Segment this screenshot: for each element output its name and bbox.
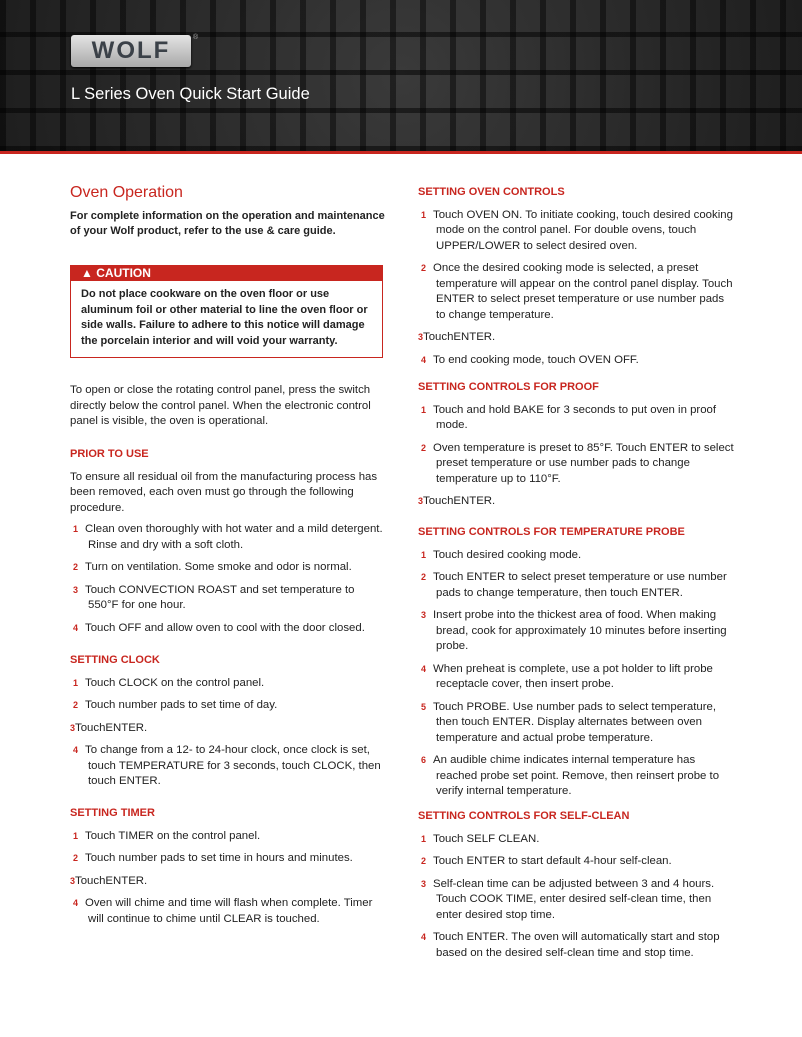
step-text: Touch ENTER to start default 4-hour self-clean. xyxy=(433,855,672,867)
step-number: 1 xyxy=(421,549,427,560)
step-text: Touch OVEN ON. To initiate cooking, touch desired cooking mode on the control panel. For double ovens, touch UPPER/LOWER to select desired oven. xyxy=(433,208,733,252)
step-number: 4 xyxy=(73,745,79,755)
section-heading: SETTING CONTROLS FOR SELF-CLEAN xyxy=(418,810,630,822)
document-title: L Series Oven Quick Start Guide xyxy=(71,85,310,103)
step-text: TouchENTER. xyxy=(423,495,496,507)
step-text: Turn on ventilation. Some smoke and odor is normal. xyxy=(85,561,352,573)
panel-text-section xyxy=(70,383,386,430)
list-item xyxy=(418,570,734,601)
list-item xyxy=(418,208,734,255)
step-text: Clean oven thoroughly with hot water and a mild detergent. Rinse and dry with a soft cloth. xyxy=(85,523,383,551)
step-text: When preheat is complete, use a pot holder to lift probe receptacle cover, then insert probe. xyxy=(433,662,713,690)
step-number: 5 xyxy=(421,701,427,712)
section-heading: PRIOR TO USE xyxy=(70,448,149,460)
step-number: 1 xyxy=(73,677,79,688)
list-item xyxy=(418,700,734,747)
list-item xyxy=(418,353,734,369)
list-item xyxy=(70,560,386,576)
step-number: 2 xyxy=(421,442,427,453)
setting-oven-controls-section xyxy=(418,185,734,375)
step-text: Touch and hold BAKE for 3 seconds to put oven in proof mode. xyxy=(433,403,717,431)
step-number: 3 xyxy=(418,332,424,342)
step-text: Oven temperature is preset to 85°F. Touch ENTER to select preset temperature or use number pads to change temperature up to 110°F. xyxy=(433,441,734,485)
step-number: 1 xyxy=(421,404,427,415)
step-number: 2 xyxy=(421,856,427,866)
step-number: 2 xyxy=(421,263,427,273)
step-text: Touch OFF and allow oven to cool with the door closed. xyxy=(85,621,365,634)
list-item xyxy=(418,548,734,564)
section-heading: SETTING OVEN CONTROLS xyxy=(418,186,565,198)
list-item xyxy=(70,522,386,553)
step-text: TouchENTER. xyxy=(75,721,148,734)
step-number: 2 xyxy=(73,853,79,863)
header-divider xyxy=(0,151,802,154)
step-text: Touch number pads to set time of day. xyxy=(85,699,278,711)
list-item xyxy=(70,851,386,867)
section-heading: SETTING TIMER xyxy=(70,807,155,819)
section-heading: Oven Operation xyxy=(70,184,183,201)
list-item xyxy=(70,721,386,737)
list-item xyxy=(418,854,734,870)
step-text: An audible chime indicates internal temperature has reached probe set point. Remove, then reinsert probe to verify internal temperature. xyxy=(433,754,720,797)
list-item xyxy=(418,403,734,434)
section-heading: SETTING CLOCK xyxy=(70,654,160,666)
step-text: Touch CONVECTION ROAST and set temperature to 550°F for one hour. xyxy=(85,583,355,611)
intro-text: For complete information on the operation and maintenance of your Wolf product, refer to the use & care guide. xyxy=(70,209,385,237)
step-number: 4 xyxy=(73,898,79,908)
step-number: 1 xyxy=(73,830,79,841)
list-item xyxy=(70,621,386,637)
step-number: 1 xyxy=(73,524,79,534)
panel-text: To open or close the rotating control panel, press the switch directly below the control panel. When the electronic control panel is visible, the oven is operational. xyxy=(70,384,371,427)
step-number: 4 xyxy=(421,663,427,674)
section-text: To ensure all residual oil from the manufacturing process has been removed, each oven must go through the following procedure. xyxy=(70,470,378,514)
list-item xyxy=(70,676,386,692)
step-number: 1 xyxy=(421,209,427,220)
list-item xyxy=(418,441,734,488)
registered-mark: ® xyxy=(193,34,199,41)
list-item xyxy=(70,583,386,614)
step-text: Touch ENTER. The oven will automatically start and stop based on the desired self-clean time and stop time. xyxy=(433,931,720,959)
step-number: 6 xyxy=(421,755,427,765)
step-number: 4 xyxy=(421,932,427,942)
warning-icon: ▲ xyxy=(81,266,93,280)
list-item xyxy=(418,608,734,655)
list-item xyxy=(418,261,734,323)
step-text: Insert probe into the thickest area of food. When making bread, cook for approximately 10 minutes before inserting probe. xyxy=(433,609,727,652)
step-text: Once the desired cooking mode is selected, a preset temperature will appear on the control panel display. Touch ENTER to select preset temperature or use number pads to change temperature. xyxy=(433,262,733,321)
step-number: 3 xyxy=(70,875,76,886)
temperature-probe-section xyxy=(418,525,734,807)
step-text: Touch number pads to set time in hours and minutes. xyxy=(85,852,353,864)
setting-timer-section xyxy=(70,806,386,934)
list-item xyxy=(418,832,734,848)
oven-operation-section xyxy=(70,185,386,240)
step-number: 4 xyxy=(421,354,427,365)
list-item xyxy=(70,896,386,927)
step-number: 2 xyxy=(421,572,427,582)
list-item xyxy=(70,698,386,714)
step-text: Oven will chime and time will flash when complete. Timer will continue to chime until CLEAR is touched. xyxy=(85,897,373,925)
step-text: Touch ENTER to select preset temperature or use number pads to change temperature, then touch ENTER. xyxy=(433,571,727,599)
caution-box xyxy=(70,265,383,358)
list-item xyxy=(418,930,734,961)
caution-text: Do not place cookware on the oven floor or use aluminum foil or other material to line the oven floor or side walls. Failure to adhere to this notice will damage the porcelain interior and will void your warranty. xyxy=(81,288,368,347)
step-number: 1 xyxy=(421,833,427,844)
step-text: To change from a 12- to 24-hour clock, once clock is set, touch TEMPERATURE for 3 seconds, touch CLOCK, then touch ENTER. xyxy=(85,744,381,787)
caution-label: CAUTION xyxy=(96,266,151,280)
list-item xyxy=(70,743,386,790)
self-clean-section xyxy=(418,809,734,968)
section-heading: SETTING CONTROLS FOR TEMPERATURE PROBE xyxy=(418,526,685,538)
proof-section xyxy=(418,380,734,517)
list-item xyxy=(418,330,734,346)
step-number: 3 xyxy=(421,878,427,889)
step-number: 3 xyxy=(421,610,427,620)
step-text: Touch CLOCK on the control panel. xyxy=(85,676,265,689)
prior-to-use-section xyxy=(70,447,386,643)
step-text: TouchENTER. xyxy=(75,874,148,887)
step-number: 4 xyxy=(73,622,79,633)
list-item xyxy=(70,829,386,845)
section-heading: SETTING CONTROLS FOR PROOF xyxy=(418,381,599,393)
step-number: 2 xyxy=(73,700,79,710)
list-item xyxy=(418,662,734,693)
step-text: Touch desired cooking mode. xyxy=(433,548,582,561)
step-text: Self-clean time can be adjusted between 3 and 4 hours. Touch COOK TIME, enter desired self-clean time, then enter desired stop time. xyxy=(433,877,715,921)
logo-text: WOLF xyxy=(91,37,171,64)
step-text: Touch SELF CLEAN. xyxy=(433,832,540,845)
step-number: 3 xyxy=(418,496,424,506)
step-text: Touch PROBE. Use number pads to select temperature, then touch ENTER. Display alternates between oven temperature and actual probe temperature. xyxy=(433,700,717,744)
setting-clock-section xyxy=(70,653,386,797)
step-number: 3 xyxy=(70,722,76,733)
step-text: To end cooking mode, touch OVEN OFF. xyxy=(433,353,639,366)
step-text: TouchENTER. xyxy=(423,331,496,343)
wolf-logo xyxy=(71,35,191,67)
list-item xyxy=(70,874,386,890)
list-item xyxy=(418,494,734,510)
step-number: 2 xyxy=(73,562,79,572)
caution-header xyxy=(71,266,382,281)
step-text: Touch TIMER on the control panel. xyxy=(85,829,261,842)
list-item xyxy=(418,753,734,800)
header-banner xyxy=(0,0,802,151)
list-item xyxy=(418,877,734,924)
step-number: 3 xyxy=(73,584,79,595)
